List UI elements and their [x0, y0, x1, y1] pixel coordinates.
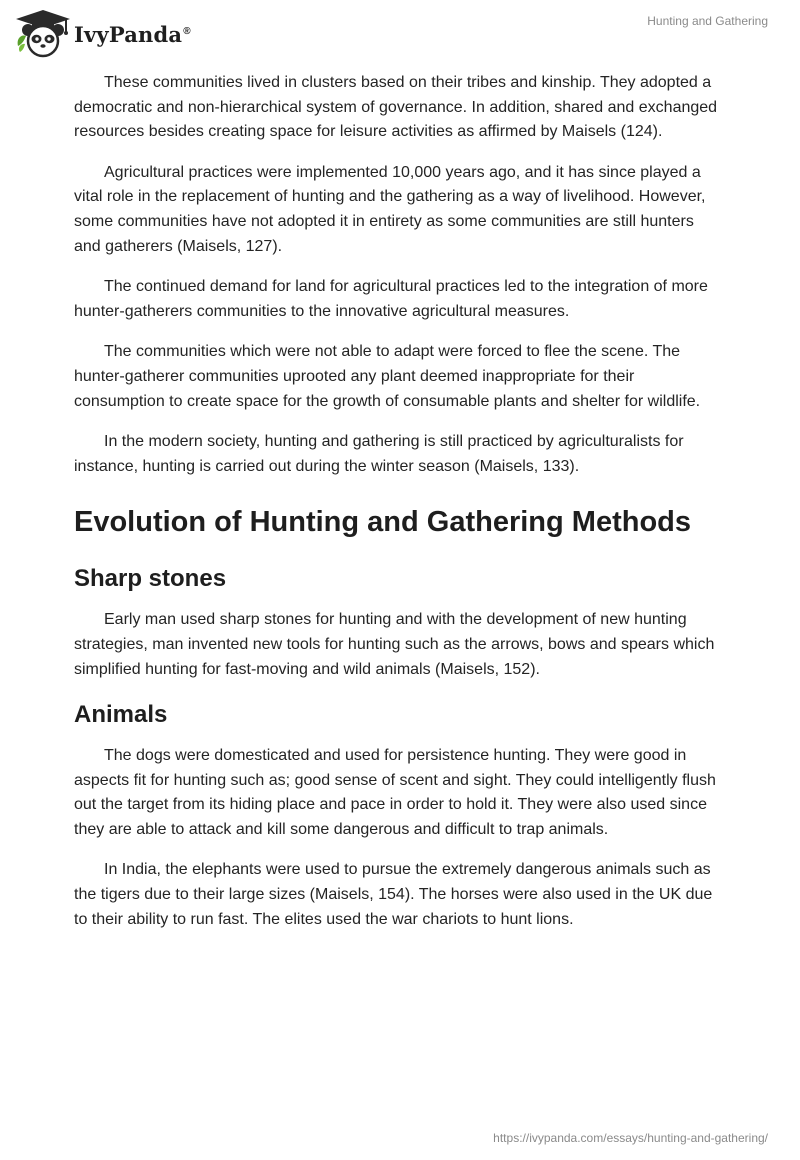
running-title: Hunting and Gathering [647, 14, 768, 28]
panda-logo-icon [14, 8, 72, 58]
body-paragraph: The communities which were not able to adapt were forced to flee the scene. The hunter-gatherer communities uprooted any plant deemed inappropriate for their consumption to create space for the growth of consumable plants and shelter for wildlife. [74, 343, 701, 410]
body-paragraph: The continued demand for land for agricultural practices led to the integration of more hunter-gatherers communities to the innovative agricultural measures. [74, 278, 708, 320]
brand-name: IvyPanda® [74, 21, 191, 47]
body-paragraph: These communities lived in clusters based on their tribes and kinship. They adopted a democratic and non-hierarchical system of governance. In addition, shared and exchanged resources besides creating space for leisure activities as affirmed by Maisels (124). [74, 74, 718, 141]
body-paragraph: In India, the elephants were used to pursue the extremely dangerous animals such as the tigers due to their large sizes (Maisels, 154). The horses were also used in the UK due to their ability to run fast. The elites used the war chariots to hunt lions. [74, 861, 713, 928]
brand-logo[interactable] [14, 8, 191, 58]
body-paragraph: Early man used sharp stones for hunting and with the development of new hunting strategies, man invented new tools for hunting such as the arrows, bows and spears which simplified hunting for fast-moving and wild animals (Maisels, 152). [74, 611, 715, 678]
registered-mark: ® [183, 25, 191, 37]
essay-content [74, 71, 724, 948]
section-heading: Evolution of Hunting and Gathering Methods [74, 506, 692, 539]
source-url-link[interactable]: https://ivypanda.com/essays/hunting-and-gathering/ [493, 1131, 768, 1145]
body-paragraph: The dogs were domesticated and used for persistence hunting. They were good in aspects fit for hunting such as; good sense of scent and sight. They could intelligently flush out the target from its hiding place and pace in order to hold it. They were also used since they are able to attack and kill some dangerous and difficult to trap animals. [74, 747, 716, 838]
subsection-heading-animals: Animals [74, 701, 168, 729]
body-paragraph: Agricultural practices were implemented 10,000 years ago, and it has since played a vital role in the replacement of hunting and the gathering as a way of livelihood. However, some communities have not adopted it in entirety as some communities are still hunters and gatherers (Maisels, 127). [74, 163, 706, 255]
subsection-heading-sharp-stones: Sharp stones [74, 565, 227, 593]
body-paragraph: In the modern society, hunting and gathering is still practiced by agriculturalists for instance, hunting is carried out during the winter season (Maisels, 133). [74, 433, 684, 475]
page-header [0, 0, 800, 60]
